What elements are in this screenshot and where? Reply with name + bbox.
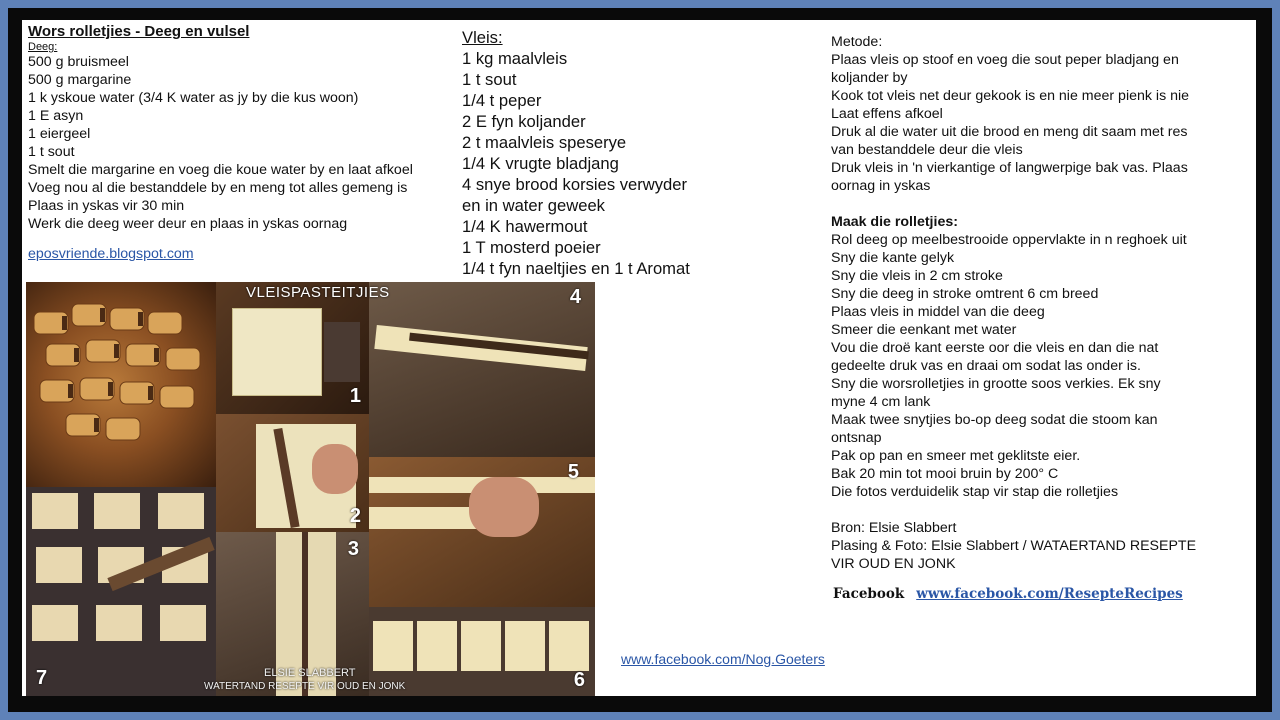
- photo-step-5: [369, 457, 595, 607]
- rolls-line: Die fotos verduidelik stap vir stap die rolletjies: [831, 484, 1119, 500]
- rolls-line: Smeer die eenkant met water: [831, 322, 1017, 338]
- method-line: Druk vleis in 'n vierkantige of langwerpige bak vas. Plaas: [831, 160, 1188, 176]
- source-credit: Bron: Elsie Slabbert: [831, 520, 957, 536]
- photo-credit-name: ELSIE SLABBERT: [264, 667, 356, 679]
- meat-heading: Vleis:: [462, 28, 503, 47]
- photo-collage: [26, 282, 595, 696]
- dough-line: 1 t sout: [28, 144, 75, 160]
- method-line: van bestanddele deur die vleis: [831, 142, 1023, 158]
- method-line: Plaas vleis op stoof en voeg die sout peper bladjang en: [831, 52, 1179, 68]
- dough-line: 1 k yskoue water (3/4 K water as jy by die kus woon): [28, 90, 359, 106]
- photo-finished-rolls: [26, 282, 216, 487]
- facebook-link[interactable]: www.facebook.com/ResepteRecipes: [916, 586, 1183, 602]
- photo-title: VLEISPASTEITJIES: [246, 284, 390, 301]
- rolls-line: ontsnap: [831, 430, 882, 446]
- meat-line: 1 kg maalvleis: [462, 49, 568, 68]
- meat-column: [462, 27, 802, 279]
- rolls-line: Sny die deeg in stroke omtrent 6 cm breed: [831, 286, 1099, 302]
- rolls-illustration: [26, 282, 216, 487]
- dough-line: Werk die deeg weer deur en plaas in yskas oornag: [28, 216, 348, 232]
- blog-link[interactable]: eposvriende.blogspot.com: [28, 246, 194, 262]
- dough-line: Voeg nou al die bestanddele by en meng tot alles gemeng is: [28, 180, 408, 196]
- photo-step-2: [216, 414, 369, 532]
- step-number: 1: [349, 385, 361, 407]
- post-credit: Plasing & Foto: Elsie Slabbert / WATAERTAND RESEPTE: [831, 538, 1197, 554]
- step-number: 2: [349, 505, 361, 527]
- photo-step-7: [26, 487, 216, 696]
- dough-column: [28, 23, 458, 263]
- dough-label: Deeg:: [28, 41, 58, 53]
- meat-line: 4 snye brood korsies verwyder: [462, 175, 688, 194]
- facebook-label: Facebook: [833, 586, 905, 602]
- rolls-line: myne 4 cm lank: [831, 394, 931, 410]
- meat-line: 1/4 t fyn naeltjies en 1 t Aromat: [462, 259, 690, 278]
- dough-line: 1 E asyn: [28, 108, 84, 124]
- step-number: 4: [569, 286, 581, 308]
- method-column: [831, 33, 1251, 603]
- rolls-line: Plaas vleis in middel van die deeg: [831, 304, 1045, 320]
- step-number: 6: [573, 669, 585, 691]
- method-line: oornag in yskas: [831, 178, 931, 194]
- step-number: 7: [36, 667, 48, 689]
- rolls-line: Pak op pan en smeer met geklitste eier.: [831, 448, 1081, 464]
- method-line: Laat effens afkoel: [831, 106, 943, 122]
- meat-line: 1/4 K vrugte bladjang: [462, 154, 619, 173]
- rolls-line: gedeelte druk vas en draai om sodat las onder is.: [831, 358, 1141, 374]
- method-line: Druk al die water uit die brood en meng dit saam met res: [831, 124, 1188, 140]
- meat-line: 2 E fyn koljander: [462, 112, 586, 131]
- meat-line: 1/4 K hawermout: [462, 217, 588, 236]
- photo-step-1: [216, 282, 369, 414]
- dough-line: Plaas in yskas vir 30 min: [28, 198, 185, 214]
- rolls-line: Rol deeg op meelbestrooide oppervlakte in n reghoek uit: [831, 232, 1187, 248]
- recipe-title: Wors rolletjies - Deeg en vulsel: [28, 23, 250, 40]
- meat-line: 1/4 t peper: [462, 91, 542, 110]
- photo-step-4: [369, 282, 595, 457]
- dough-line: 1 eiergeel: [28, 126, 91, 142]
- photo-credit-book: WATERTAND RESEPTE VIR OUD EN JONK: [204, 681, 406, 692]
- rolls-line: Sny die vleis in 2 cm stroke: [831, 268, 1003, 284]
- dough-line: 500 g margarine: [28, 72, 132, 88]
- dough-line: 500 g bruismeel: [28, 54, 129, 70]
- method-line: Kook tot vleis net deur gekook is en nie meer pienk is nie: [831, 88, 1190, 104]
- meat-line: 2 t maalvleis speserye: [462, 133, 627, 152]
- meat-line: 1 T mosterd poeier: [462, 238, 601, 257]
- meat-line: 1 t sout: [462, 70, 517, 89]
- rolls-line: Maak twee snytjies bo-op deeg sodat die stoom kan: [831, 412, 1158, 428]
- dough-line: Smelt die margarine en voeg die koue water by en laat afkoel: [28, 162, 413, 178]
- facebook-row: [831, 585, 1251, 603]
- rolls-line: Bak 20 min tot mooi bruin by 200° C: [831, 466, 1059, 482]
- meat-line: en in water geweek: [462, 196, 605, 215]
- bottom-facebook-link[interactable]: www.facebook.com/Nog.Goeters: [621, 651, 825, 667]
- recipe-card: [22, 20, 1256, 696]
- rolls-line: Vou die droë kant eerste oor die vleis en dan die nat: [831, 340, 1159, 356]
- method-line: koljander by: [831, 70, 908, 86]
- step-number: 3: [347, 538, 359, 560]
- method-heading: Metode:: [831, 34, 883, 50]
- post-credit: VIR OUD EN JONK: [831, 556, 956, 572]
- rolls-heading: Maak die rolletjies:: [831, 214, 958, 230]
- rolls-line: Sny die worsrolletjies in grootte soos verkies. Ek sny: [831, 376, 1161, 392]
- rolls-line: Sny die kante gelyk: [831, 250, 955, 266]
- step-number: 5: [567, 461, 579, 483]
